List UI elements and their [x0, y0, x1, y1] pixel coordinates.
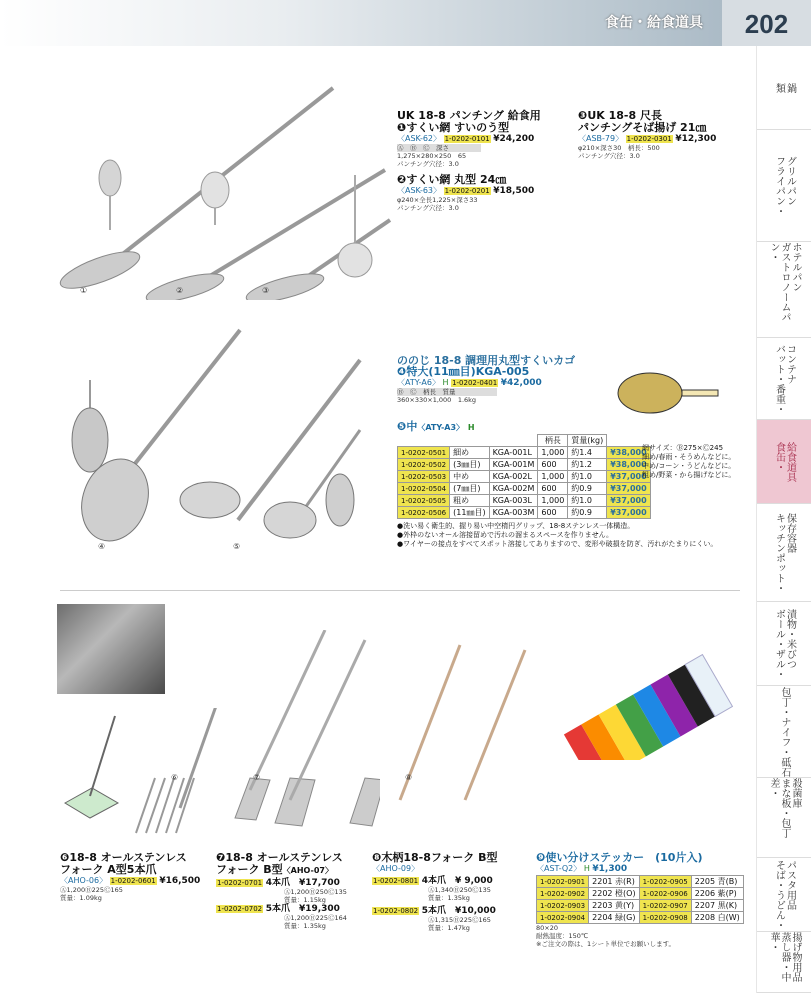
product-2-code: 1-0202-0201: [444, 187, 490, 195]
product-5-table: 柄長 質量(kg) 1-0202-0501 細め KGA-001L 1,000 約1.4 ¥38,000 1-0202-0502 (3㎜目) KGA-001M 600 約1.2 ¥38,000 1-0202-0503 中め KGA-002L 1,000 約1.0 ¥37,000 1-0202-0504 (7㎜目) KGA-002M 600 約0.9 ¥37,000 1-0202-0505 粗め KGA-003L 1,000 約1.0 ¥37,000 1-0202-0506 (11㎜目) KGA-003M 600 約0.9 ¥37,000: [397, 434, 651, 519]
caption-3: ③: [262, 286, 270, 295]
product-4-block: ❹特大(11㎜目)KGA-005 〈ATY-A6〉 H 1-0202-0401 ¥42,000 Ⓑ Ⓒ 柄長 質量 360×330×1,000 1.6kg: [397, 365, 542, 404]
product-4-name: 特大(11㎜目)KGA-005: [406, 365, 530, 378]
product-6-price: ¥16,500: [159, 876, 201, 886]
product-6-block: ❻18-8 オールステンレス フォーク A型5本爪 〈AHO-06〉 1-0202-0601 ¥16,500 Ⓐ1,200Ⓑ225Ⓒ165 質量：1.09kg: [60, 852, 220, 902]
page-number: 202: [722, 0, 811, 46]
product-3-price: ¥12,300: [675, 134, 717, 144]
table-row: 1-0202-0503 中め KGA-002L 1,000 約1.0 ¥37,000: [398, 471, 651, 483]
product-4-price: ¥42,000: [500, 378, 542, 388]
product-9-block: ❾使い分けステッカー (10片入) 〈AST-Q2〉 H ¥1,300 1-0202-0901 2201 赤(R) 1-0202-0905 2205 青(B) 1-0202-0902 2202 橙(O) 1-0202-0906 2206 紫(P) 1-0202-0903 2203 黄(Y) 1-0202-0907 2207 黒(K) 1-0202-0904 2204 緑(G) 1-0202-0908 2208 白(W) 80×20 耐熱温度：150℃ ※ご注文の際は、1シート単位でお願いします。: [536, 852, 751, 948]
feature-bullets: ●洗い易く衛生的、握り易い中空楕円グリップ、18-8ステンレス一体構造。 ●外枠のないオール溶接留めで汚れの溜まるスペースを作りません。 ●ワイヤーの接点をすべてスポット溶接してありますので、変形や破損を防ぎ、汚れがたまりにくい。: [397, 522, 718, 548]
product-9-name: 使い分けステッカー (10片入): [545, 851, 703, 864]
table-row: 1-0202-0902 2202 橙(O) 1-0202-0906 2206 紫(P): [537, 888, 744, 900]
table-row: 1-0202-0904 2204 緑(G) 1-0202-0908 2208 白(W): [537, 912, 744, 924]
product-9-price: ¥1,300: [592, 864, 628, 874]
section-divider: [60, 590, 740, 591]
sidebar-item-hotelpan[interactable]: ホテルパン ガストロノームパン・: [757, 242, 811, 338]
product-8-name: 木柄18-8フォーク B型: [381, 851, 498, 864]
caption-2: ②: [176, 286, 184, 295]
brand-line: UK 18-8 パンチング 給食用: [397, 109, 541, 122]
table-row: 1-0202-0506 (11㎜目) KGA-003M 600 約0.9 ¥37,000: [398, 507, 651, 519]
sidebar-item-bowl[interactable]: 漬物・米びつ ボール・ザル・: [757, 602, 811, 686]
table-row: 1-0202-0504 (7㎜目) KGA-002M 600 約0.9 ¥37,000: [398, 483, 651, 495]
product-5-name: 中: [406, 420, 418, 433]
product-1-name: すくい網 すいのう型: [406, 121, 510, 134]
product-1-code: 1-0202-0101: [444, 135, 490, 143]
product-4-code: 1-0202-0401: [452, 379, 498, 387]
cauldron-photo: [57, 604, 165, 694]
product-3-name: パンチングそば揚げ 21㎝: [578, 121, 707, 134]
caption-8: ⑧: [405, 773, 413, 782]
product-3-code: 1-0202-0301: [626, 135, 672, 143]
sticker-photo: [540, 650, 750, 760]
table-row: 1-0202-0505 粗め KGA-003L 1,000 約1.0 ¥37,000: [398, 495, 651, 507]
sidebar-item-fryingpan[interactable]: グリルパン フライパン・: [757, 130, 811, 242]
category-title: 食缶・給食道具: [605, 15, 703, 31]
caption-5: ⑤: [233, 542, 241, 551]
sidebar-item-pasta[interactable]: パスタ用品 そば・うどん・: [757, 858, 811, 932]
punching-ladle-photo: [55, 80, 395, 300]
caption-7: ⑦: [253, 773, 261, 782]
category-sidebar: [756, 46, 811, 993]
sidebar-item-shokkan[interactable]: 給食道具 食缶・: [757, 420, 811, 504]
table-row: 1-0202-0901 2201 赤(R) 1-0202-0905 2205 青(B): [537, 876, 744, 888]
skimmer-diagram: [612, 368, 722, 418]
sidebar-item-pot[interactable]: 保存容器 キッチンポット・: [757, 504, 811, 602]
table-row: 1-0202-0501 細め KGA-001L 1,000 約1.4 ¥38,000: [398, 447, 651, 459]
caption-1: ①: [80, 286, 88, 295]
mesh-skimmer-photo: [60, 320, 380, 550]
table-row: 1-0202-0903 2203 黄(Y) 1-0202-0907 2207 黒(K): [537, 900, 744, 912]
product-8-block: ❽木柄18-8フォーク B型 〈AHO-09〉 1-0202-0801 4本爪 ¥ 9,000 Ⓐ1,340Ⓑ250Ⓒ135 質量：1.35kg 1-0202-0802 5本爪 ¥10,000 Ⓐ1,315Ⓑ225Ⓒ165 質量：1.47kg: [372, 851, 498, 932]
caption-6: ⑥: [171, 773, 179, 782]
sticker-table: [536, 875, 744, 924]
product-7-name: フォーク B型: [216, 863, 283, 876]
product-3-block: ❸UK 18-8 尺長 パンチングそば揚げ 21㎝ 〈ASB-79〉 1-0202-0301 ¥12,300 φ210×深さ30 柄長：500 パンチング穴径：3.0: [578, 110, 748, 160]
sidebar-item-vat[interactable]: コンテナ バット・番重・: [757, 338, 811, 420]
header-bar: [0, 0, 811, 46]
product-2-name: すくい網 丸型 24㎝: [406, 173, 507, 186]
table-row: 1-0202-0502 (3㎜目) KGA-001M 600 約1.2 ¥38,000: [398, 459, 651, 471]
product-6-name: フォーク A型5本爪: [60, 863, 157, 876]
product-1-price: ¥24,200: [493, 134, 535, 144]
product-1-block: UK 18-8 パンチング 給食用 ❶すくい網 すいのう型 〈ASK-62〉 1-0202-0101 ¥24,200 Ⓐ Ⓑ Ⓒ 深さ 1,275×280×250 65 パンチング穴径：3.0 ❷すくい網 丸型 24㎝ 〈ASK-63〉 1-0202-0201 ¥18,500 φ240×全長1,225×深さ33 パンチング穴径：3.0: [397, 110, 577, 212]
caption-4: ④: [98, 542, 106, 551]
product-2-price: ¥18,500: [493, 186, 535, 196]
sidebar-item-knife[interactable]: 包丁・ナイフ・砥石: [757, 686, 811, 778]
fork-handles: [225, 630, 545, 840]
sidebar-item-mushiki[interactable]: 揚げ物用品 蒸し器・中華・: [757, 932, 811, 993]
sidebar-item-nabe[interactable]: 鍋 類: [757, 46, 811, 130]
mesh-notes: 網サイズ：Ⓑ275×Ⓒ245 細め/春雨・そうめんなどに。 中め/コーン・うどんなどに。 粗め/野菜・から揚げなどに。: [642, 444, 736, 479]
product-6-code: 1-0202-0601: [110, 877, 156, 885]
section-2-title: ののじ 18-8 調理用丸型すくいカゴ: [397, 354, 576, 367]
sidebar-item-cuttingboard[interactable]: 殺菌庫 まな板・包丁差・: [757, 778, 811, 858]
product-7-block: ❼18-8 オールステンレス フォーク B型〈AHO-07〉 1-0202-0701 4本爪 ¥17,700 Ⓐ1,200Ⓑ250Ⓒ135 質量：1.15kg 1-0202-0702 5本爪 ¥19,300 Ⓐ1,200Ⓑ225Ⓒ164 質量：1.35kg: [216, 851, 347, 930]
